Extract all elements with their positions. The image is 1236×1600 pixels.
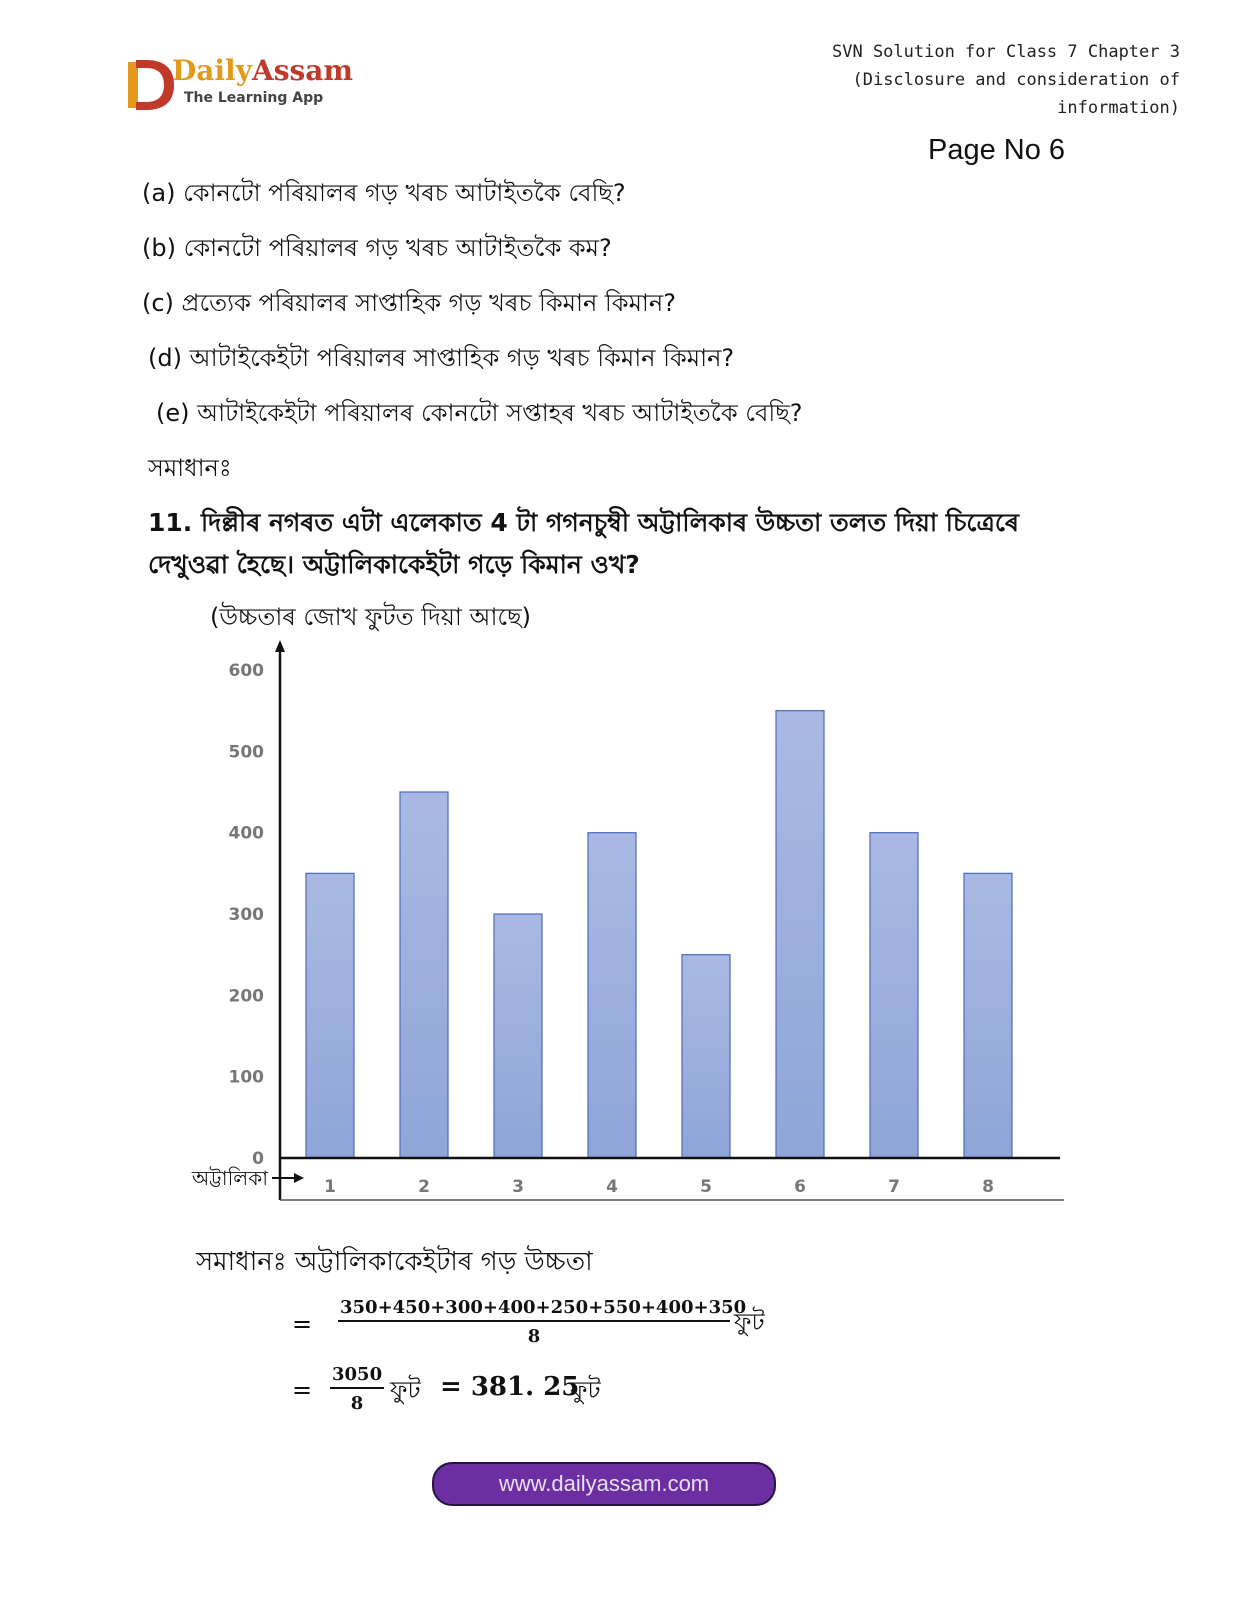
x-tick-label: 8: [982, 1177, 994, 1197]
x-tick-label: 7: [888, 1177, 900, 1197]
y-tick-label: 100: [228, 1067, 264, 1088]
bar: [306, 873, 354, 1158]
fraction-2-denominator: 8: [350, 1393, 364, 1414]
fraction-2: [330, 1364, 384, 1414]
question-c: (c) প্ৰত্যেক পৰিয়ালৰ সাপ্তাহিক গড় খৰচ কিমান কিমান?: [142, 289, 676, 317]
unit-2: ফুট: [390, 1376, 421, 1404]
bar: [588, 833, 636, 1158]
document-title-line1: SVN Solution for Class 7 Chapter 3: [832, 42, 1180, 62]
y-tick-label: 200: [228, 986, 264, 1007]
solution-heading: সমাধানঃ অট্টালিকাকেইটাৰ গড় উচ্চতা: [196, 1247, 593, 1277]
x-tick-label: 2: [418, 1177, 430, 1197]
bar: [870, 833, 918, 1158]
y-axis-arrow-icon: [275, 640, 285, 652]
question-b: (b) কোনটো পৰিয়ালৰ গড় খৰচ আটাইতকৈ কম?: [142, 234, 612, 262]
fraction-2-numerator: 3050: [330, 1364, 384, 1389]
equals-sign-2: =: [292, 1376, 313, 1404]
dailyassam-logo: [128, 56, 368, 116]
y-tick-label: 400: [228, 823, 264, 844]
x-label-arrow-icon: [294, 1173, 304, 1183]
x-tick-label: 6: [794, 1177, 806, 1197]
x-tick-label: 1: [324, 1177, 336, 1197]
solution-label: সমাধানঃ: [148, 454, 232, 482]
y-tick-label: 300: [228, 905, 264, 925]
question-a: (a) কোনটো পৰিয়ালৰ গড় খৰচ আটাইতকৈ বেছি?: [142, 179, 626, 207]
logo-tagline: The Learning App: [184, 90, 324, 106]
bar: [682, 955, 730, 1158]
bar: [400, 792, 448, 1158]
fraction-1-denominator: 8: [527, 1326, 541, 1347]
logo-daily-text: Daily: [172, 54, 252, 87]
x-tick-label: 5: [700, 1177, 712, 1197]
y-tick-label: 500: [228, 742, 264, 763]
page-number: Page No 6: [928, 134, 1066, 166]
y-tick-label: 600: [228, 661, 264, 681]
y-tick-label: 0: [252, 1149, 264, 1169]
fraction-1-numerator: 350+450+300+400+250+550+400+350: [338, 1297, 730, 1322]
bar: [776, 711, 824, 1158]
website-link[interactable]: www.dailyassam.com: [432, 1462, 776, 1506]
unit-1: ফুট: [734, 1308, 765, 1336]
logo-title: [172, 56, 353, 86]
unit-3: ফুট: [570, 1376, 601, 1404]
x-axis-label: অট্টালিকা: [191, 1166, 268, 1190]
bar: [964, 873, 1012, 1158]
building-height-bar-chart: [180, 636, 1080, 1216]
question-e: (e) আটাইকেইটা পৰিয়ালৰ কোনটো সপ্তাহৰ খৰচ আটাইতকৈ বেছি?: [156, 399, 803, 427]
document-title-line3: information): [1057, 98, 1180, 118]
equals-sign-1: =: [292, 1310, 313, 1338]
question-d: (d) আটাইকেইটা পৰিয়ালৰ সাপ্তাহিক গড় খৰচ কিমান কিমান?: [148, 344, 735, 372]
document-title-line2: (Disclosure and consideration of: [852, 70, 1180, 90]
x-tick-label: 4: [606, 1177, 618, 1197]
logo-assam-text: Assam: [251, 54, 353, 87]
result-value: = 381. 25: [440, 1372, 580, 1402]
question-11: 11. দিল্লীৰ নগৰত এটা এলেকাত 4 টা গগনচুম্বী অট্টালিকাৰ উচ্চতা তলত দিয়া চিত্ৰেৰে দেখুওৱা হৈছে। অট্টালিকাকেইটা গড়ে কিমান ওখ?: [148, 508, 1019, 579]
logo-d-icon: [128, 58, 174, 110]
document-title: [800, 38, 1180, 122]
unit-note: (উচ্চতাৰ জোখ ফুটত দিয়া আছে): [210, 603, 531, 631]
fraction-1: [338, 1297, 747, 1347]
x-tick-label: 3: [512, 1177, 524, 1197]
bar: [494, 914, 542, 1158]
